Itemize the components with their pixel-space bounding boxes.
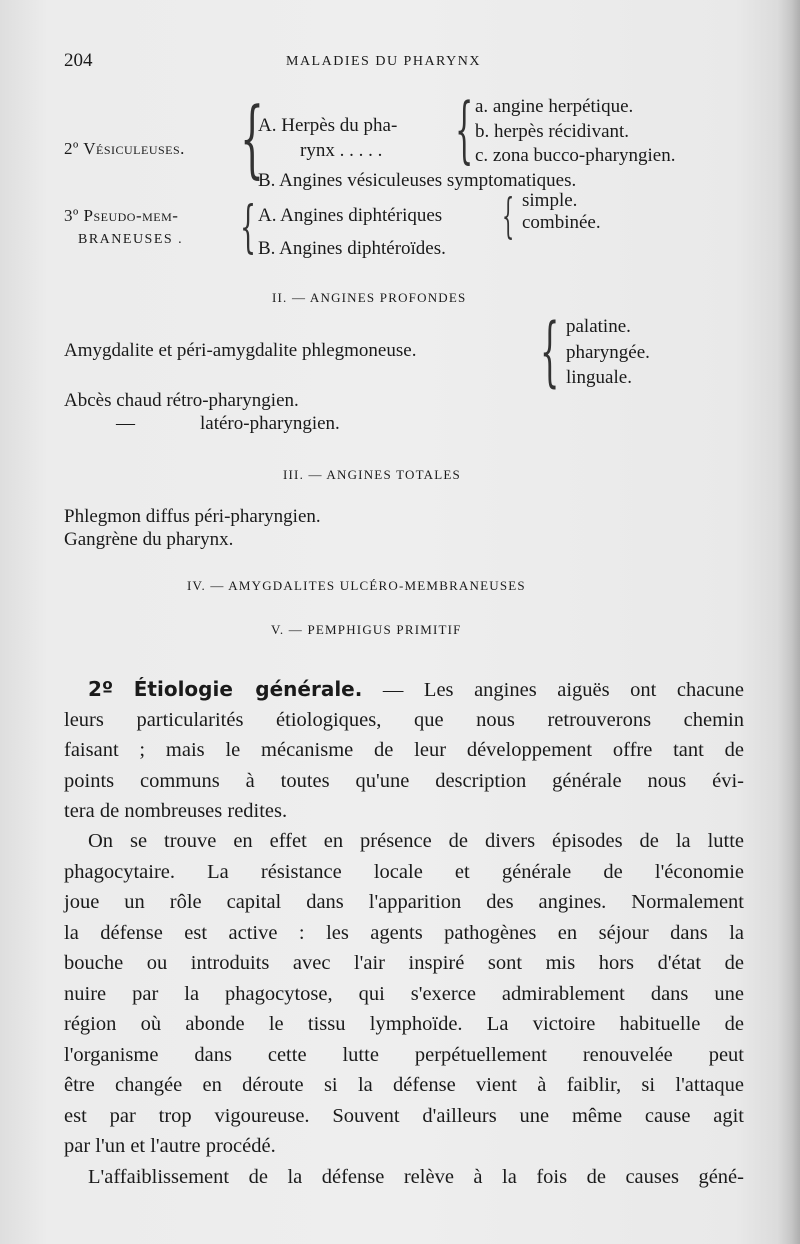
profondes-item-1: Amygdalite et péri-amygdalite phlegmoneuse. [64, 340, 417, 361]
diphteriques-sub-2: combinée. [522, 212, 601, 233]
section-totales-title: III. — ANGINES TOTALES [283, 467, 461, 482]
profondes-item-2: Abcès chaud rétro-pharyngien. [64, 390, 299, 411]
paragraph-line: par l'un et l'autre procédé. [64, 1135, 276, 1157]
paragraph-line: nuire par la phagocytose, qui s'exerce admirablement dans une [64, 982, 744, 1005]
profondes-item-3-dash: — [116, 413, 135, 434]
section-5-title: V. — PEMPHIGUS PRIMITIF [271, 622, 462, 637]
vesiculeuses-a-line1: A. Herpès du pha- [258, 115, 398, 136]
herpes-sub-b: b. herpès récidivant. [475, 121, 630, 142]
paragraph-line: région où abonde le tissu lymphoïde. La victoire habituelle de [64, 1013, 744, 1035]
paragraph-line: phagocytaire. La résistance locale et générale de l'économie [64, 860, 744, 883]
paragraph-lutte [64, 826, 744, 1162]
amygdalite-sub-3: linguale. [566, 367, 632, 388]
paragraph-affaiblissement [64, 1162, 744, 1193]
paragraph-line: est par trop vigoureuse. Souvent d'ailleurs une même cause agit [64, 1104, 744, 1127]
amygdalite-sub-2: pharyngée. [566, 342, 650, 363]
pseudomembraneuses-a: A. Angines diphtériques [258, 205, 443, 226]
pseudomembraneuses-b: B. Angines diphtéroïdes. [258, 238, 446, 259]
totales-item-1: Phlegmon diffus péri-pharyngien. [64, 506, 321, 527]
section-4-title: IV. — AMYGDALITES ULCÉRO-MEMBRANEUSES [187, 578, 526, 593]
paragraph-line: la défense est active : les agents pathogènes en séjour dans la [64, 921, 744, 944]
page-edge-shadow [778, 0, 800, 1244]
brace-diphteriques: { [502, 188, 515, 244]
vesiculeuses-label: 2º Vésiculeuses. [64, 139, 185, 158]
paragraph-line: L'affaiblissement de la défense relève à la fois de causes géné- [88, 1166, 744, 1188]
running-title: MALADIES DU PHARYNX [286, 54, 481, 69]
paragraph-line: tera de nombreuses redites. [64, 800, 288, 822]
herpes-sub-a: a. angine herpétique. [475, 96, 634, 117]
paragraph-etiologie [64, 674, 744, 827]
paragraph-line: faisant ; mais le mécanisme de leur développement offre tant de [64, 739, 744, 761]
brace-pseudomembraneuses: { [240, 195, 257, 260]
brace-vesiculeuses: { [240, 89, 265, 187]
brace-herpes: { [455, 87, 474, 171]
brace-amygdalite: { [540, 306, 560, 395]
paragraph-line: être changée en déroute si la défense vient à faiblir, si l'attaque [64, 1074, 744, 1096]
paragraph-line: leurs particularités étiologiques, que nous retrouverons chemin [64, 708, 744, 731]
paragraph-line: joue un rôle capital dans l'apparition des angines. Normalement [64, 891, 744, 913]
section-heading: Étiologie générale. [133, 677, 363, 701]
paragraph-line: bouche ou introduits avec l'air inspiré sont mis hors d'état de [64, 952, 744, 974]
herpes-sub-c: c. zona bucco-pharyngien. [475, 145, 676, 166]
pseudomembraneuses-label-2: BRANEUSES . [78, 232, 184, 247]
vesiculeuses-a-line2: rynx . . . . . [300, 140, 383, 161]
page-number: 204 [64, 50, 93, 71]
paragraph-line: l'organisme dans cette lutte perpétuellement renouvelée peut [64, 1043, 744, 1066]
amygdalite-sub-1: palatine. [566, 316, 631, 337]
section-number: 2º [88, 677, 114, 701]
paragraph-text: — Les angines aiguës ont chacune [382, 679, 745, 701]
vesiculeuses-b: B. Angines vésiculeuses symptomatiques. [258, 170, 577, 191]
profondes-item-3: latéro-pharyngien. [200, 413, 340, 434]
pseudomembraneuses-label-1: 3º Pseudo-mem- [64, 206, 179, 225]
totales-item-2: Gangrène du pharynx. [64, 529, 234, 550]
diphteriques-sub-1: simple. [522, 190, 578, 211]
section-profondes-title: II. — ANGINES PROFONDES [272, 290, 467, 305]
paragraph-line: points communs à toutes qu'une description générale nous évi- [64, 769, 744, 792]
paragraph-line: On se trouve en effet en présence de divers épisodes de la lutte [88, 830, 744, 852]
paragraph-line [64, 674, 744, 705]
